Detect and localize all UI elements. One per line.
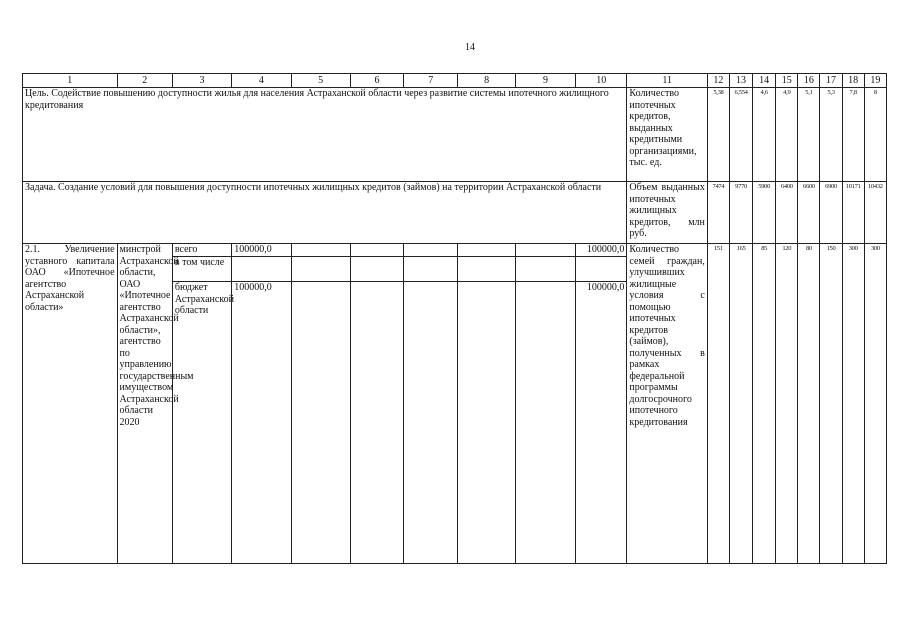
- funding-source: всего: [172, 244, 231, 257]
- goal-value: 6,554: [729, 88, 752, 182]
- column-number: 18: [842, 74, 864, 88]
- measure-value: 80: [798, 244, 820, 564]
- goal-value: 5,38: [707, 88, 729, 182]
- funding-col10: [576, 257, 627, 282]
- goal-text: Цель. Содействие повышению доступности жилья для населения Астраханской области через развитие системы ипотечного жилищного кредитования: [23, 88, 627, 182]
- column-number: 11: [627, 74, 707, 88]
- goal-value: 8: [864, 88, 886, 182]
- goal-indicator: Количество ипотечных кредитов, выданных кредитными организациями, тыс. ед.: [627, 88, 707, 182]
- task-value: 6900: [820, 182, 842, 244]
- column-number: 10: [576, 74, 627, 88]
- column-number: 4: [232, 74, 291, 88]
- measure-value: 85: [753, 244, 776, 564]
- measure-indicator: Количество семей граждан, улучшивших жилищные условия с помощью ипотечных кредитов (займов), полученных в рамках федеральной программы долгосрочного ипотечного кредитования: [627, 244, 707, 564]
- column-number: 19: [864, 74, 886, 88]
- funding-source: в том числе: [172, 257, 231, 282]
- task-row: [23, 182, 887, 244]
- measure-row-total: [23, 244, 887, 257]
- task-value: 9770: [729, 182, 752, 244]
- column-number: 5: [291, 74, 350, 88]
- goal-row: [23, 88, 887, 182]
- column-number: 14: [753, 74, 776, 88]
- measure-name: 2.1. Увеличение уставного капитала ОАО «Ипотечное агентство Астраханской области»: [23, 244, 118, 564]
- column-number: 7: [404, 74, 458, 88]
- measure-value: 120: [776, 244, 798, 564]
- task-value: 6600: [798, 182, 820, 244]
- column-number: 9: [515, 74, 575, 88]
- task-text: Задача. Создание условий для повышения доступности ипотечных жилищных кредитов (займов) на территории Астраханской области: [23, 182, 627, 244]
- funding-total: 100000,0: [232, 282, 291, 564]
- column-number: 15: [776, 74, 798, 88]
- goal-value: 5,1: [798, 88, 820, 182]
- page-number: 14: [465, 42, 475, 53]
- funding-col10: 100000,0: [576, 244, 627, 257]
- task-value: 10171: [842, 182, 864, 244]
- program-table: [22, 73, 887, 564]
- funding-total: [232, 257, 291, 282]
- column-number: 8: [458, 74, 515, 88]
- column-number: 3: [172, 74, 231, 88]
- task-value: 5900: [753, 182, 776, 244]
- funding-source: бюджет Астраханской области: [172, 282, 231, 564]
- column-number: 17: [820, 74, 842, 88]
- goal-value: 4,6: [753, 88, 776, 182]
- funding-col10: 100000,0: [576, 282, 627, 564]
- measure-value: 151: [707, 244, 729, 564]
- goal-value: 7,8: [842, 88, 864, 182]
- column-number: 6: [350, 74, 403, 88]
- column-number-row: [23, 74, 887, 88]
- goal-value: 4,9: [776, 88, 798, 182]
- funding-total: 100000,0: [232, 244, 291, 257]
- goal-value: 5,3: [820, 88, 842, 182]
- measure-value: 300: [864, 244, 886, 564]
- column-number: 1: [23, 74, 118, 88]
- column-number: 13: [729, 74, 752, 88]
- task-value: 7474: [707, 182, 729, 244]
- task-value: 10432: [864, 182, 886, 244]
- measure-executor: минстрой Астраханской области, ОАО «Ипотечное агентство Астраханской области», агентство по управлению государственным имуществом Астраханской области 2020: [117, 244, 172, 564]
- measure-value: 300: [842, 244, 864, 564]
- measure-value: 165: [729, 244, 752, 564]
- task-indicator: Объем выданных ипотечных жилищных кредитов, млн руб.: [627, 182, 707, 244]
- task-value: 6400: [776, 182, 798, 244]
- column-number: 16: [798, 74, 820, 88]
- column-number: 2: [117, 74, 172, 88]
- measure-value: 150: [820, 244, 842, 564]
- column-number: 12: [707, 74, 729, 88]
